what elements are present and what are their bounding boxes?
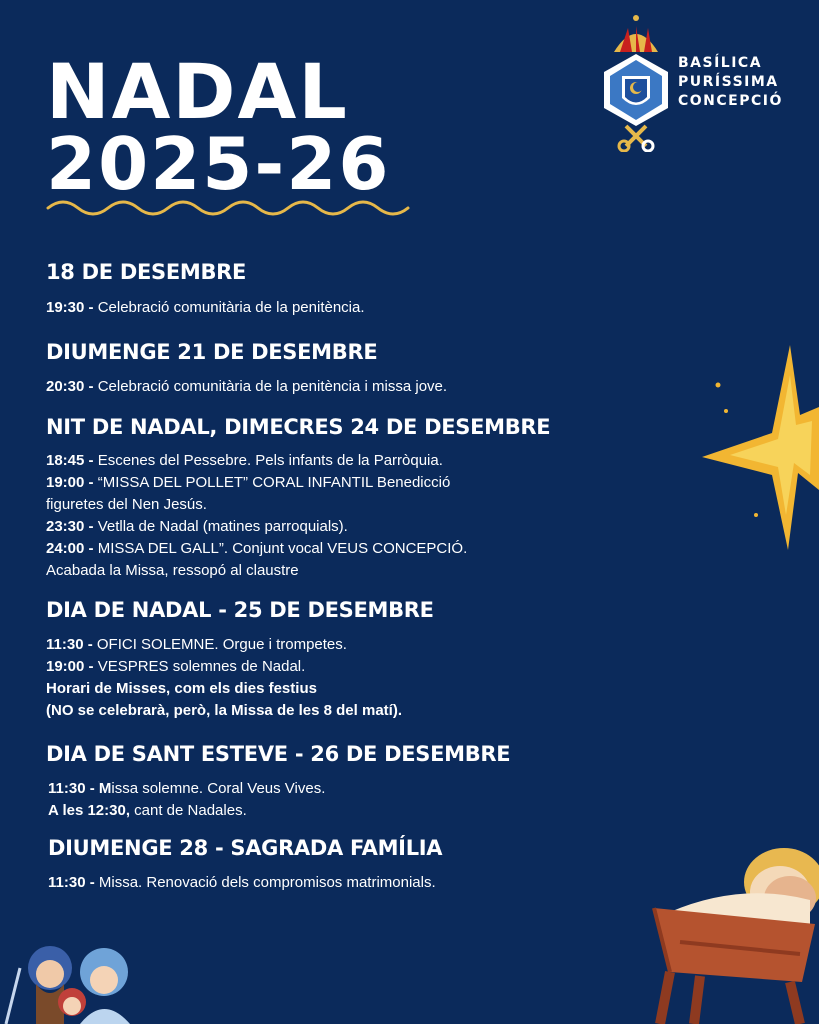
heading-sant-esteve: DIA DE SANT ESTEVE - 26 DE DESEMBRE bbox=[46, 742, 511, 766]
heading-nit-de-nadal: NIT DE NADAL, DIMECRES 24 DE DESEMBRE bbox=[46, 415, 551, 439]
heading-sagrada-familia: DIUMENGE 28 - SAGRADA FAMÍLIA bbox=[48, 836, 443, 860]
brand-name bbox=[678, 54, 783, 111]
schedule-line: (NO se celebrarà, però, la Missa de les 8 del matí). bbox=[46, 702, 402, 719]
schedule-line: figuretes del Nen Jesús. bbox=[46, 496, 207, 513]
schedule-line: 23:30 - Vetlla de Nadal (matines parroquials). bbox=[46, 518, 348, 535]
brand-line3: CONCEPCIÓ bbox=[678, 93, 783, 109]
heading-18-desembre: 18 DE DESEMBRE bbox=[46, 260, 247, 284]
schedule-line: A les 12:30, cant de Nadales. bbox=[48, 802, 247, 819]
wave-divider bbox=[46, 196, 418, 220]
schedule-line: 19:30 - Celebració comunitària de la penitència. bbox=[46, 299, 365, 316]
star-illustration bbox=[700, 345, 819, 555]
manger-illustration bbox=[640, 842, 819, 1024]
schedule-line: 18:45 - Escenes del Pessebre. Pels infants de la Parròquia. bbox=[46, 452, 443, 469]
title-year: 2025-26 bbox=[46, 122, 391, 206]
schedule-line: 11:30 - Missa solemne. Coral Veus Vives. bbox=[48, 780, 326, 797]
schedule-line: 24:00 - MISSA DEL GALL”. Conjunt vocal VEUS CONCEPCIÓ. bbox=[46, 540, 468, 557]
heading-dia-de-nadal: DIA DE NADAL - 25 DE DESEMBRE bbox=[46, 598, 434, 622]
title-nadal: NADAL bbox=[46, 47, 349, 136]
schedule-line: Horari de Misses, com els dies festius bbox=[46, 680, 317, 697]
schedule-line: 11:30 - OFICI SOLEMNE. Orgue i trompetes. bbox=[46, 636, 347, 653]
schedule-line: Acabada la Missa, ressopó al claustre bbox=[46, 562, 299, 579]
brand-line2: PURÍSSIMA bbox=[678, 74, 779, 90]
holy-family-illustration bbox=[0, 938, 160, 1024]
basilica-crest-icon bbox=[598, 14, 688, 152]
heading-diumenge-21: DIUMENGE 21 DE DESEMBRE bbox=[46, 340, 378, 364]
schedule-line: 11:30 - Missa. Renovació dels compromisos matrimonials. bbox=[48, 874, 436, 891]
schedule-line: 19:00 - VESPRES solemnes de Nadal. bbox=[46, 658, 306, 675]
brand-line1: BASÍLICA bbox=[678, 55, 763, 71]
schedule-line: 20:30 - Celebració comunitària de la penitència i missa jove. bbox=[46, 378, 448, 395]
schedule-line: 19:00 - “MISSA DEL POLLET” CORAL INFANTIL Benedicció bbox=[46, 474, 451, 491]
